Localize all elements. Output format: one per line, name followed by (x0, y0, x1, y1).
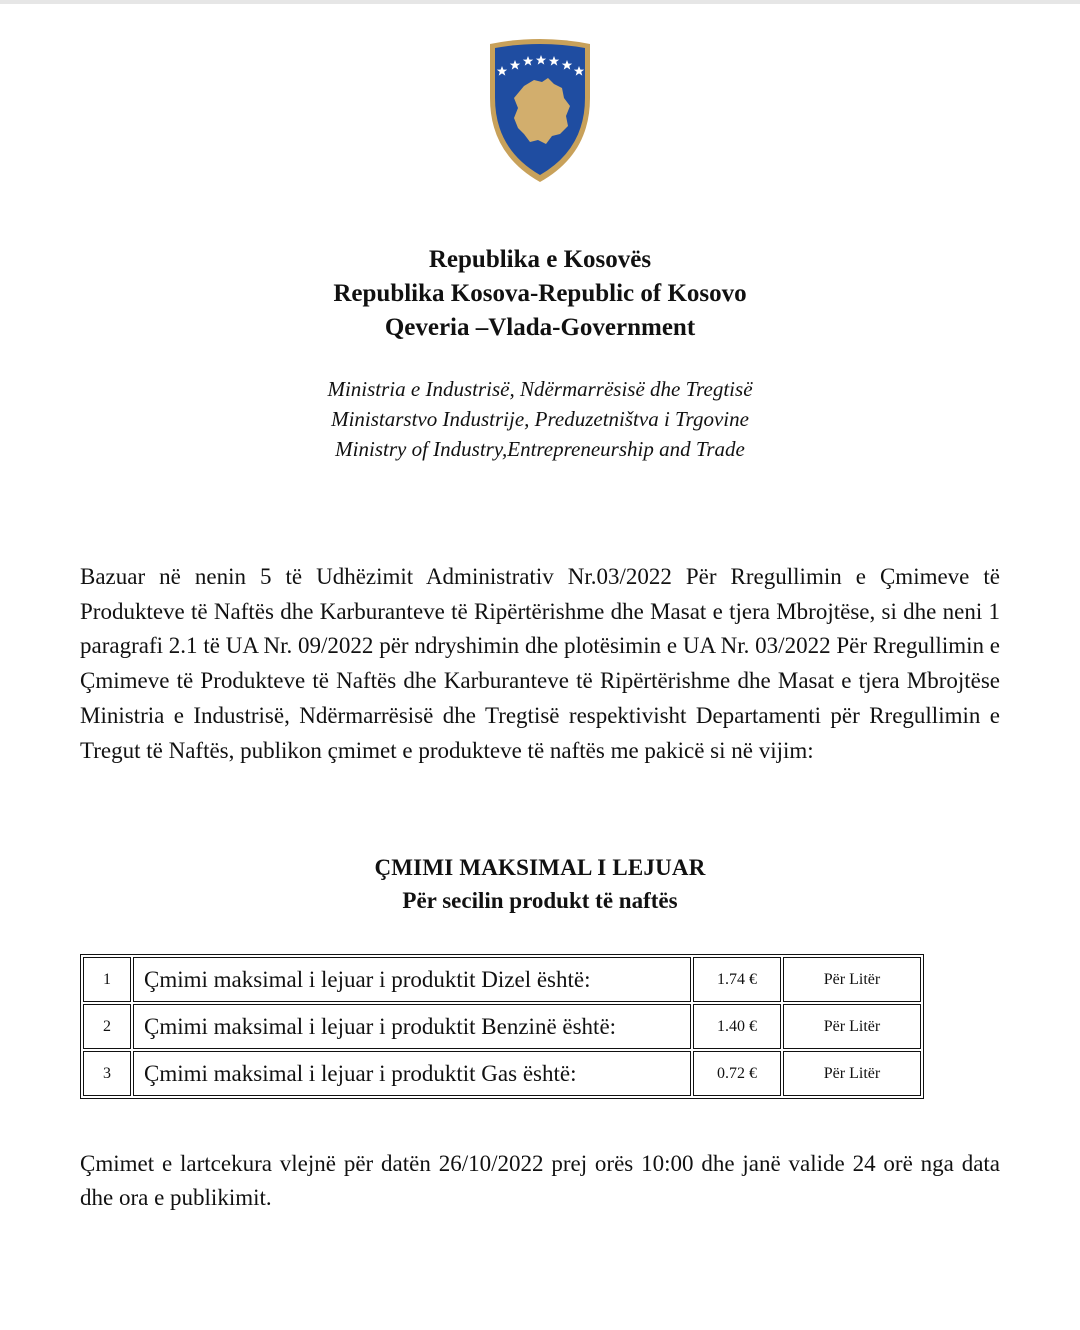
row-description: Çmimi maksimal i lejuar i produktit Dizel është: (133, 957, 691, 1002)
row-number: 2 (83, 1004, 131, 1049)
intro-paragraph: Bazuar në nenin 5 të Udhëzimit Administrativ Nr.03/2022 Për Rregullimin e Çmimeve të Produkteve të Naftës dhe Karburanteve të Ripërtërishme dhe Masat e tjera Mbrojtëse, si dhe neni 1 paragrafi 2.1 të UA Nr. 09/2022 për ndryshimin dhe plotësimin e UA Nr. 03/2022 Për Rregullimin e Çmimeve të Produkteve të Naftës dhe Karburanteve të Ripërtërishme dhe Masat e tjera Mbrojtëse Ministria e Industrisë, Ndërmarrësisë dhe Tregtisë respektivisht Departamenti për Rregullimin e Tregut të Naftës, publikon çmimet e produkteve të naftës me pakicë si në vijim: (80, 564, 1000, 763)
table-row (83, 957, 921, 1002)
row-number: 1 (83, 957, 131, 1002)
row-description: Çmimi maksimal i lejuar i produktit Benzinë është: (133, 1004, 691, 1049)
ministry-line-english: Ministry of Industry,Entrepreneurship and Trade (335, 437, 745, 461)
row-unit: Për Litër (783, 1051, 921, 1096)
section-title-sub: Për secilin produkt të naftës (402, 888, 678, 913)
top-divider (0, 0, 1080, 4)
government-header (0, 243, 1080, 345)
section-title-main: ÇMIMI MAKSIMAL I LEJUAR (374, 855, 706, 880)
ministry-line-albanian: Ministria e Industrisë, Ndërmarrësisë dhe Tregtisë (327, 377, 753, 401)
row-description: Çmimi maksimal i lejuar i produktit Gas është: (133, 1051, 691, 1096)
ministry-line-serbian: Ministarstvo Industrije, Preduzetništva i Trgovine (331, 407, 749, 431)
section-title (0, 852, 1080, 918)
row-unit: Për Litër (783, 957, 921, 1002)
coat-of-arms-emblem (484, 36, 596, 184)
table-row (83, 1004, 921, 1049)
closing-paragraph: Çmimet e lartcekura vlejnë për datën 26/10/2022 prej orës 10:00 dhe janë valide 24 orë nga data dhe ora e publikimit. (80, 1151, 1000, 1210)
header-line-serbian-english: Republika Kosova-Republic of Kosovo (333, 280, 747, 307)
header-line-albanian: Republika e Kosovës (428, 246, 652, 273)
table-row (83, 1051, 921, 1096)
price-table (80, 954, 924, 1099)
row-price: 0.72 € (693, 1051, 781, 1096)
coat-of-arms-icon (484, 36, 596, 184)
header-line-government: Qeveria –Vlada-Government (384, 314, 696, 341)
row-unit: Për Litër (783, 1004, 921, 1049)
row-price: 1.40 € (693, 1004, 781, 1049)
row-number: 3 (83, 1051, 131, 1096)
ministry-header (0, 374, 1080, 464)
row-price: 1.74 € (693, 957, 781, 1002)
